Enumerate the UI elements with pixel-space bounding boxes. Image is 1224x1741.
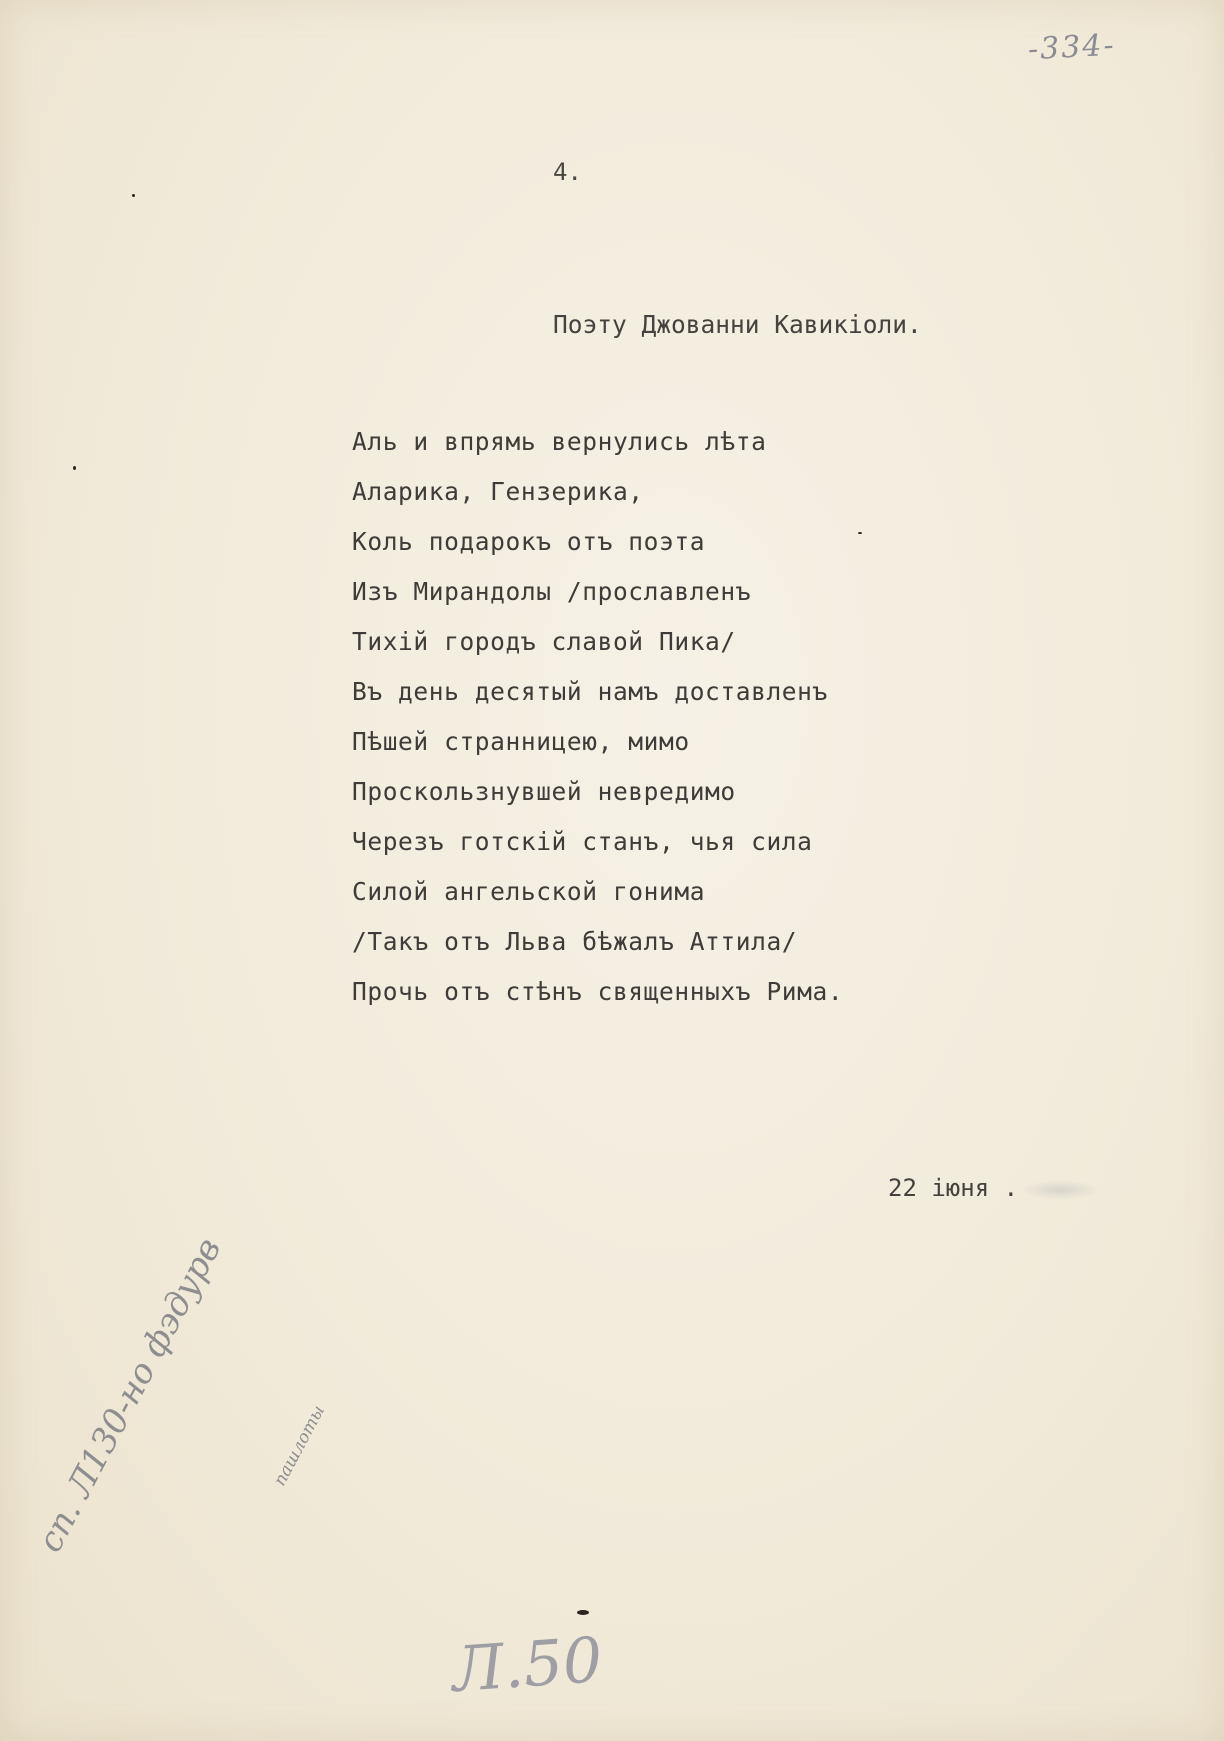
archive-page-number: -334- <box>1027 27 1117 68</box>
poem-line: Тихій городъ славой Пика/ <box>352 627 736 656</box>
poem-line: Аль и впрямь вернулись лѣта <box>352 427 767 456</box>
faded-year-smudge <box>1020 1180 1100 1200</box>
paper-speck <box>858 532 862 534</box>
sheet-number: Л.50 <box>449 1622 605 1707</box>
poem-line: Изъ Мирандолы /прославленъ <box>352 577 752 606</box>
poem-line: Силой ангельской гонима <box>352 877 706 906</box>
poem-line: Въ день десятый намъ доставленъ <box>352 677 828 706</box>
poem-line: Проскользнувшей невредимо <box>352 777 736 806</box>
poem-line: Коль подарокъ отъ поэта <box>352 527 706 556</box>
poem-line: Прочь отъ стѣнъ священныхъ Рима. <box>352 977 844 1006</box>
poem-line: /Такъ отъ Льва бѣжалъ Аттила/ <box>352 927 798 956</box>
section-number: 4. <box>553 158 582 186</box>
pencil-annotation-secondary: пашлоты <box>270 1402 330 1490</box>
poem-line: Аларика, Гензерика, <box>352 477 644 506</box>
paper-speck <box>132 194 135 197</box>
paper-speck <box>73 466 76 470</box>
date-line: 22 іюня . <box>888 1174 1019 1202</box>
dedication-heading: Поэту Джованни Кавикіоли. <box>553 310 922 339</box>
poem-line: Пѣшей странницею, мимо <box>352 727 690 756</box>
poem-body <box>352 427 843 1027</box>
paper-speck <box>577 1610 589 1615</box>
pencil-annotation: сп. Л130-но фэдурв <box>30 1231 230 1559</box>
poem-line: Черезъ готскій станъ, чья сила <box>352 827 813 856</box>
